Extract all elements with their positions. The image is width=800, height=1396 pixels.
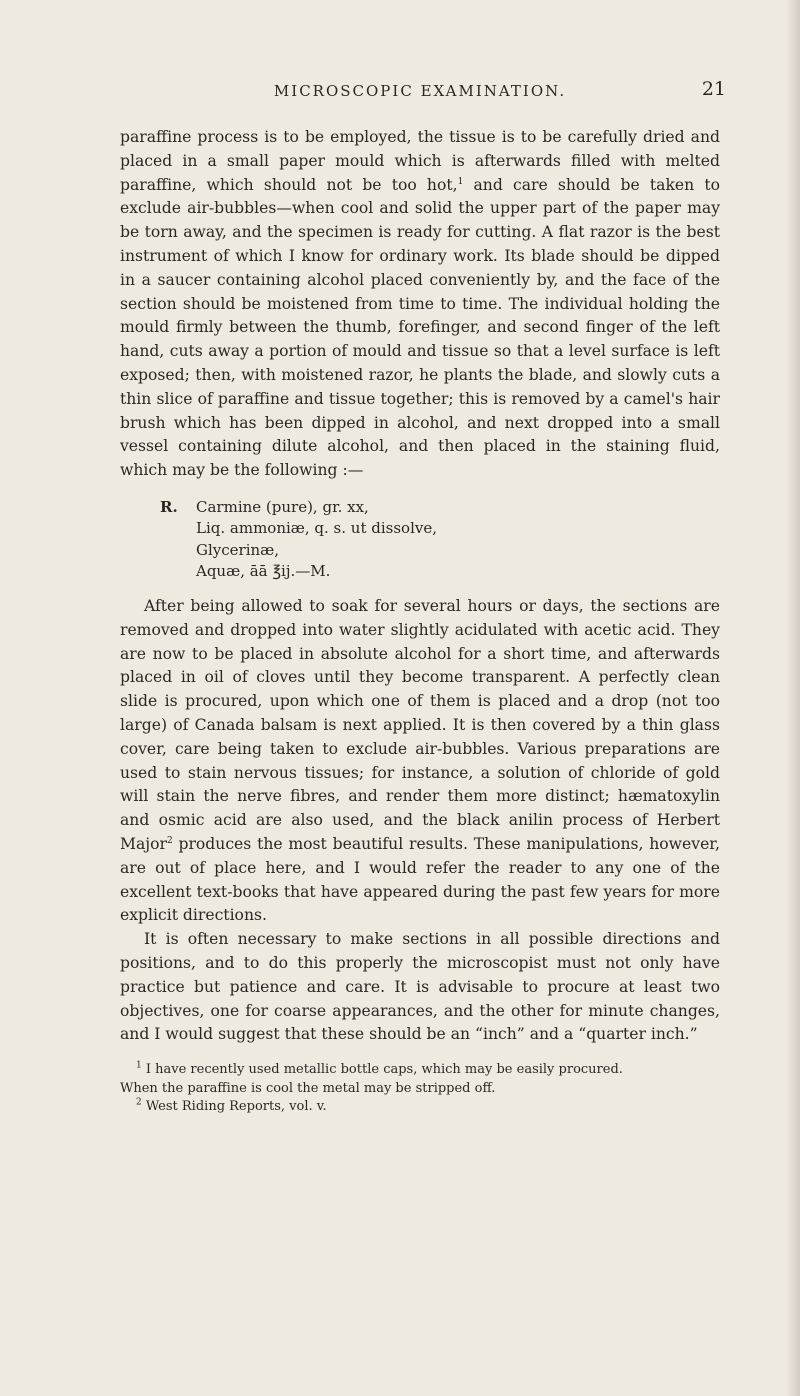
paragraph-text: produces the most beautiful results. These manipulations, however, are out of place here, and I would refer the reader to any one of the excellent text-books that have appeared during the past few years for more explicit directions. bbox=[120, 834, 720, 925]
running-title: MICROSCOPIC EXAMINATION. bbox=[273, 82, 567, 100]
recipe-ingredient: Carmine (pure), gr. xx, bbox=[196, 497, 369, 516]
staining-recipe bbox=[120, 497, 720, 583]
paragraph-text: and care should be taken to exclude air-bubbles—when cool and solid the upper part of the paper may be torn away, and the specimen is ready for cutting. A flat razor is the best instrument of which I know for ordinary work. Its blade should be dipped in a saucer containing alcohol placed conveniently by, and the face of the section should be moistened from time to time. The individual holding the mould firmly between the thumb, forefinger, and second finger of the left hand, cuts away a portion of mould and tissue so that a level surface is left exposed; then, with moistened razor, he plants the blade, and slowly cuts a thin slice of paraffine and tissue together; this is removed by a camel's hair brush which has been dipped in alcohol, and next dropped into a small vessel containing dilute alcohol, and then placed in the staining fluid, which may be the following :— bbox=[120, 175, 720, 480]
footnote-1-continued: When the paraffine is cool the metal may be stripped off. bbox=[120, 1080, 496, 1096]
page-number: 21 bbox=[701, 78, 726, 100]
footnote-2 bbox=[120, 1098, 720, 1117]
footnote-mark: 2 bbox=[136, 1097, 142, 1108]
paragraph-text: After being allowed to soak for several hours or days, the sections are removed and dropped into water slightly acidulated with acetic acid. They are now to be placed in absolute alcohol for a short time, and afterwards placed in oil of cloves until they become transparent. A perfectly clean slide is procured, upon which one of them is placed and a drop (not too large) of Canada balsam is next applied. It is then covered by a thin glass cover, care being taken to exclude air-bubbles. Various preparations are used to stain nervous tissues; for instance, a solution of chloride of gold will stain the nerve fibres, and render them more distinct; hæmatoxylin and osmic acid are also used, and the black anilin process of Herbert Major bbox=[120, 596, 720, 853]
footnote-1 bbox=[120, 1061, 720, 1080]
page-edge-shadow bbox=[786, 0, 800, 1396]
running-head bbox=[120, 78, 726, 112]
recipe-line: Glycerinæ, bbox=[196, 540, 280, 559]
recipe-line: Liq. ammoniæ, q. s. ut dissolve, bbox=[196, 519, 437, 538]
footnotes bbox=[120, 1061, 720, 1117]
footnote-text: West Riding Reports, vol. v. bbox=[141, 1099, 327, 1115]
recipe-line: Aquæ, āā ℥ij.—M. bbox=[196, 562, 331, 581]
footnote-ref-2: 2 bbox=[166, 835, 173, 846]
recipe-line bbox=[120, 497, 720, 519]
footnote-mark: 1 bbox=[136, 1060, 142, 1071]
paragraph-text: paraffine process is to be employed, the tissue is to be carefully dried and placed in a small paper mould which is afterwards filled with melted paraffine, which should not be too hot, bbox=[120, 128, 720, 194]
body-text bbox=[120, 126, 720, 1117]
paragraph-sections: It is often necessary to make sections in all possible directions and positions, and to do this properly the microscopist must not only have practice but patience and care. It is advisable to procure at least two objectives, one for coarse appearances, and the other for minute changes, and I would suggest that these should be an “inch” and a “quarter inch.” bbox=[120, 930, 720, 1044]
paragraph-staining bbox=[120, 595, 720, 928]
footnote-ref-1: 1 bbox=[457, 176, 464, 187]
paragraph-paraffine-process bbox=[120, 126, 720, 483]
recipe-symbol: R. bbox=[160, 497, 178, 516]
footnote-text: I have recently used metallic bottle caps, which may be easily procured. bbox=[141, 1062, 623, 1078]
